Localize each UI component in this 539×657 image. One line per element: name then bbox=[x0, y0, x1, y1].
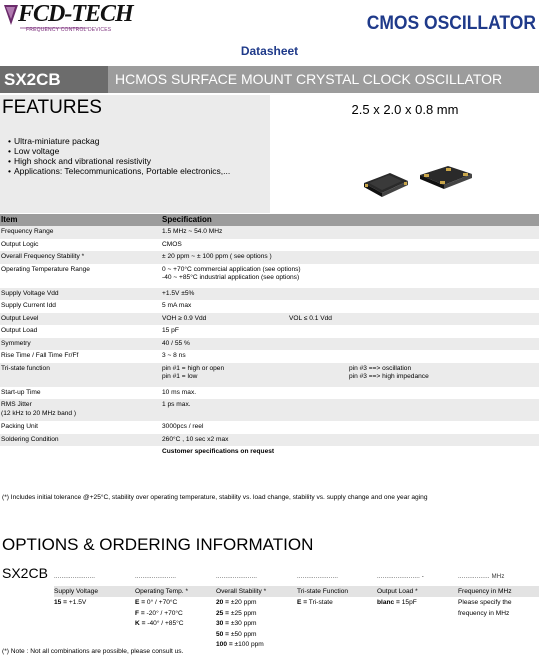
row-specification bbox=[161, 300, 539, 313]
header-item: Item bbox=[0, 214, 161, 226]
option-value bbox=[54, 598, 98, 609]
option-value bbox=[216, 630, 266, 641]
spec-text: 40 / 55 % bbox=[162, 339, 190, 347]
option-code: 15 = bbox=[54, 599, 68, 606]
features-heading: FEATURES bbox=[2, 97, 102, 118]
specification-table bbox=[0, 214, 539, 460]
options-note: (*) Note : Not all combinations are possible, please consult us. bbox=[2, 648, 184, 655]
row-specification bbox=[161, 288, 539, 301]
header-specification: Specification bbox=[161, 214, 539, 226]
row-item bbox=[0, 239, 161, 252]
row-specification bbox=[161, 313, 539, 326]
spec-split bbox=[162, 365, 539, 382]
spec-text: 0 ~ +70°C commercial application (see options) bbox=[162, 265, 301, 273]
option-value bbox=[135, 598, 188, 609]
row-item bbox=[0, 264, 161, 288]
option-code: E = bbox=[297, 599, 308, 606]
option-code: E = bbox=[135, 599, 146, 606]
option-header: Overall Stability * bbox=[216, 588, 267, 595]
spec-text: 10 ms max. bbox=[162, 388, 197, 396]
spec-left: pin #1 = low bbox=[162, 373, 198, 380]
order-code-model: SX2CB bbox=[2, 565, 48, 581]
options-heading: OPTIONS & ORDERING INFORMATION bbox=[2, 535, 314, 554]
option-value bbox=[135, 609, 188, 620]
row-item-text: Tri-state function bbox=[1, 364, 50, 372]
order-code-dots: ...................... bbox=[216, 574, 258, 580]
option-desc: -20° / +70°C bbox=[144, 609, 183, 617]
spec-text: 15 pF bbox=[162, 327, 179, 334]
option-desc: ±25 ppm bbox=[229, 609, 257, 617]
order-code-dots: ...................... bbox=[54, 574, 96, 580]
option-code: 25 = bbox=[216, 609, 230, 617]
option-desc: 15pF bbox=[399, 599, 417, 606]
row-specification bbox=[161, 363, 539, 387]
feature-item: • Low voltage bbox=[8, 146, 230, 156]
option-column bbox=[458, 587, 512, 619]
option-desc: -40° / +85°C bbox=[145, 620, 184, 627]
spec-split bbox=[162, 315, 539, 324]
feature-item: • Applications: Telecommunications, Portable electronics,... bbox=[8, 166, 230, 176]
row-item-text: Supply Voltage Vdd bbox=[1, 289, 59, 297]
row-item bbox=[0, 338, 161, 351]
row-item bbox=[0, 300, 161, 313]
row-item-text: Output Logic bbox=[1, 240, 39, 248]
spec-right: VOL ≤ 0.1 Vdd bbox=[289, 314, 332, 322]
option-desc: Please specify the bbox=[458, 599, 512, 606]
table-row bbox=[0, 434, 539, 447]
spec-text: -40 ~ +85°C industrial application (see options) bbox=[162, 274, 300, 281]
document-title: CMOS OSCILLATOR bbox=[366, 13, 536, 34]
option-value bbox=[216, 619, 266, 630]
order-code-dots: ....................... - bbox=[377, 574, 425, 580]
option-code: 30 = bbox=[216, 620, 230, 627]
spec-text: ± 20 ppm ~ ± 100 ppm ( see options ) bbox=[162, 253, 272, 260]
row-specification bbox=[161, 446, 539, 460]
row-item bbox=[0, 446, 161, 460]
row-item bbox=[0, 313, 161, 326]
option-value bbox=[216, 598, 266, 609]
spec-text: 3000pcs / reel bbox=[162, 423, 204, 430]
feature-item: • Ultra-miniature packag bbox=[8, 136, 230, 146]
option-desc: ±50 ppm bbox=[229, 630, 257, 638]
spec-text: 260°C , 10 sec x2 max bbox=[162, 435, 229, 443]
option-code: 20 = bbox=[216, 599, 230, 606]
logo-subtitle: FREQUENCY CONTROL DEVICES bbox=[26, 27, 112, 33]
model-name: SX2CB bbox=[0, 66, 108, 93]
table-row bbox=[0, 313, 539, 326]
option-column bbox=[135, 587, 188, 630]
option-value bbox=[297, 598, 348, 609]
option-desc: 0° / +70°C bbox=[145, 599, 178, 606]
table-row bbox=[0, 350, 539, 363]
row-specification bbox=[161, 350, 539, 363]
option-header: Operating Temp. * bbox=[135, 588, 189, 595]
row-item-text: Output Level bbox=[1, 314, 39, 322]
spec-text: CMOS bbox=[162, 240, 182, 248]
row-item bbox=[0, 387, 161, 400]
option-value bbox=[216, 640, 266, 651]
row-item-text: Output Load bbox=[1, 327, 38, 334]
features-list bbox=[8, 136, 230, 176]
spec-text: 3 ~ 8 ns bbox=[162, 352, 186, 359]
row-item-text: Rise Time / Fall Time Fr/Ff bbox=[1, 352, 79, 359]
oscillator-chip-image bbox=[360, 163, 480, 203]
option-desc: +1.5V bbox=[67, 599, 87, 606]
row-item-text: Supply Current Idd bbox=[1, 302, 56, 309]
row-item-text: Symmetry bbox=[1, 339, 31, 347]
option-value bbox=[458, 598, 512, 609]
row-item bbox=[0, 288, 161, 301]
row-item bbox=[0, 226, 161, 239]
model-description: HCMOS SURFACE MOUNT CRYSTAL CLOCK OSCILLATOR bbox=[115, 71, 503, 87]
table-row bbox=[0, 338, 539, 351]
footnote: (*) Includes initial tolerance @+25°C, stability over operating temperature, stability vs. load change, stability vs. supply change and one year aging bbox=[2, 494, 428, 501]
spec-text: 1.5 MHz ~ 54.0 MHz bbox=[162, 228, 223, 235]
row-specification bbox=[161, 338, 539, 351]
spec-right: pin #3 ==> oscillation bbox=[349, 364, 412, 372]
option-desc: frequency in MHz bbox=[458, 609, 510, 617]
row-item-text: Soldering Condition bbox=[1, 435, 59, 443]
spec-left: VOH ≥ 0.9 Vdd bbox=[162, 314, 207, 322]
row-item-text: (12 kHz to 20 MHz band ) bbox=[1, 409, 77, 417]
row-item bbox=[0, 399, 161, 421]
row-item-text: Packing Unit bbox=[1, 423, 39, 430]
table-row bbox=[0, 446, 539, 460]
feature-item: • High shock and vibrational resistivity bbox=[8, 156, 230, 166]
row-specification bbox=[161, 434, 539, 447]
spec-left: pin #1 = high or open bbox=[162, 364, 225, 372]
document-type: Datasheet bbox=[240, 44, 299, 58]
row-specification bbox=[161, 226, 539, 239]
row-specification bbox=[161, 421, 539, 434]
spec-text: 1 ps max. bbox=[162, 401, 191, 408]
option-column bbox=[216, 587, 266, 651]
spec-text: Customer specifications on request bbox=[162, 448, 275, 455]
option-header: Supply Voltage bbox=[54, 588, 98, 595]
row-specification bbox=[161, 399, 539, 421]
table-row bbox=[0, 226, 539, 239]
row-specification bbox=[161, 387, 539, 400]
option-value bbox=[135, 619, 188, 630]
table-row bbox=[0, 363, 539, 387]
row-item bbox=[0, 421, 161, 434]
option-desc: ±30 ppm bbox=[229, 620, 257, 627]
table-row bbox=[0, 387, 539, 400]
package-dimension: 2.5 x 2.0 x 0.8 mm bbox=[351, 102, 459, 117]
order-code-dots: ................. MHz bbox=[458, 574, 505, 580]
row-specification bbox=[161, 251, 539, 264]
option-value bbox=[216, 609, 266, 620]
table-row bbox=[0, 300, 539, 313]
spec-right: pin #3 ==> high impedance bbox=[349, 373, 429, 380]
option-header: Tri-state Function bbox=[297, 588, 349, 595]
option-desc: ±20 ppm bbox=[229, 599, 257, 606]
row-item-text: Operating Temperature Range bbox=[1, 265, 90, 273]
option-desc: Tri-state bbox=[307, 599, 333, 606]
order-code-dots: ...................... bbox=[135, 574, 177, 580]
row-item-text: Frequency Range bbox=[1, 228, 54, 235]
table-row bbox=[0, 288, 539, 301]
row-item-text: Start-up Time bbox=[1, 388, 41, 396]
spec-text: +1.5V ±5% bbox=[162, 289, 195, 297]
spec-text: 5 mA max bbox=[162, 302, 192, 309]
order-code-dots: ...................... bbox=[297, 574, 339, 580]
option-code: 50 = bbox=[216, 630, 230, 638]
table-row bbox=[0, 421, 539, 434]
row-item-text: Overall Frequency Stability * bbox=[1, 253, 85, 260]
option-header: Output Load * bbox=[377, 588, 418, 595]
option-code: blanc = bbox=[377, 599, 400, 606]
row-item bbox=[0, 350, 161, 363]
row-specification bbox=[161, 264, 539, 288]
option-code: 100 = bbox=[216, 641, 233, 648]
option-header: Frequency in MHz bbox=[458, 588, 512, 595]
option-column bbox=[297, 587, 348, 609]
row-specification bbox=[161, 239, 539, 252]
option-desc: ±100 ppm bbox=[232, 641, 264, 648]
option-value bbox=[458, 609, 512, 620]
option-code: K = bbox=[135, 620, 146, 627]
logo-text: FCD-TECH bbox=[18, 1, 133, 27]
row-item bbox=[0, 363, 161, 387]
row-item bbox=[0, 434, 161, 447]
row-specification bbox=[161, 325, 539, 338]
table-row bbox=[0, 325, 539, 338]
table-row bbox=[0, 264, 539, 288]
option-value bbox=[377, 598, 418, 609]
table-row bbox=[0, 251, 539, 264]
option-column bbox=[54, 587, 98, 609]
table-row bbox=[0, 239, 539, 252]
option-code: F = bbox=[135, 609, 145, 617]
row-item-text: RMS Jitter bbox=[1, 401, 32, 408]
table-header-row bbox=[0, 214, 539, 226]
row-item bbox=[0, 251, 161, 264]
row-item bbox=[0, 325, 161, 338]
option-column bbox=[377, 587, 418, 609]
table-row bbox=[0, 399, 539, 421]
